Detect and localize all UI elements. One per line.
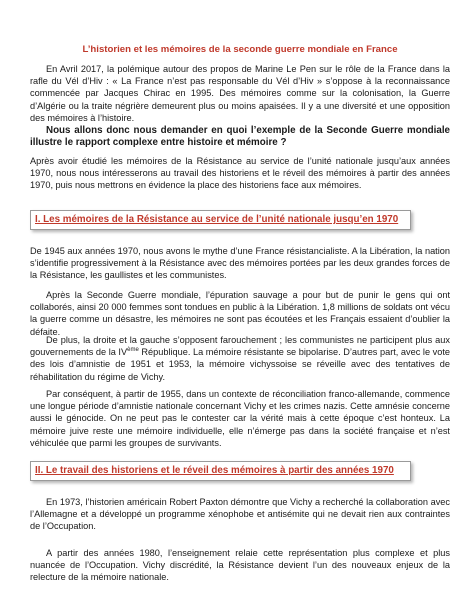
problem-question: Nous allons donc nous demander en quoi l’exemple de la Seconde Guerre mondiale illustre le rapport complexe entre histoire et mémoire ? — [30, 125, 450, 149]
section-1-heading-box — [30, 210, 411, 230]
section-1-paragraph-1: De 1945 aux années 1970, nous avons le mythe d’une France résistancialiste. A la Libération, la nation s’identifie progressivement à la Résistance avec des mémoires portées par les deux grandes forces de la Résistance, les gaullistes et les communistes. — [30, 246, 450, 281]
section-1-paragraph-3-end: République. La mémoire résistante se bipolarise. D’autres part, avec le vote des lois d’amnistie de 1951 et 1953, la mémoire vichyssoise se réveille avec des tentatives de réhabilitation du régime de Vichy. — [30, 347, 450, 382]
section-2-heading-box — [30, 461, 411, 481]
plan-paragraph: Après avoir étudié les mémoires de la Résistance au service de l’unité nationale jusqu’aux années 1970, nous nous intéresserons au travail des historiens et le réveil des mémoires à partir des années 1970, puis nous mettrons en évidence la place des historiens face aux mémoires. — [30, 156, 450, 191]
section-2-heading: II. Le travail des historiens et le réveil des mémoires à partir des années 1970 — [35, 465, 394, 476]
superscript-eme: ème — [127, 347, 139, 354]
section-1-paragraph-3-start: De plus, la droite et la gauche s’opposent farouchement ; les communistes ne participent plus aux gouvernements de la IV — [30, 335, 450, 358]
document-title: L’historien et les mémoires de la seconde guerre mondiale en France — [82, 44, 398, 55]
intro-paragraph: En Avril 2017, la polémique autour des propos de Marine Le Pen sur le rôle de la France dans la rafle du Vél d’Hiv : « La France n’est pas responsable du Vél d’Hiv » s’oppose à la reconnaissance commencée par Jacques Chirac en 1995. Des mémoires comme sur la colonisation, la Guerre d’Algérie ou la traite négrière demeurent plus ou moins apaisées. Il y a une diversité et une opposition des mémoires à l’histoire. — [30, 64, 450, 123]
section-1-heading: I. Les mémoires de la Résistance au service de l’unité nationale jusqu’en 1970 — [35, 214, 399, 225]
section-2-paragraph-1: En 1973, l’historien américain Robert Paxton démontre que Vichy a recherché la collaboration avec l’Allemagne et a développé un programme xénophobe et antisémite qui ne devait rien aux contraintes de l’Occupation. — [30, 497, 450, 532]
section-1-paragraph-4: Par conséquent, à partir de 1955, dans un contexte de réconciliation franco-allemande, commence une longue période d’amnistie nationale concernant Vichy et les crimes nazis. Cette amnésie concerne aussi le génocide. On ne peut pas le contester car la vérité mais à cette époque c’est honteux. La mémoire juive reste une mémoire individuelle, elle n’émerge pas dans la société française et n’est véhiculée que parmi les groupes de survivants. — [30, 389, 450, 448]
section-1-paragraph-3 — [30, 334, 450, 383]
section-2-paragraph-2: A partir des années 1980, l’enseignement relaie cette représentation plus complexe et plus nuancée de l’Occupation. Vichy discrédité, la Résistance devient l’un des nouveaux enjeux de la relecture de la mémoire nationale. — [30, 548, 450, 583]
section-1-paragraph-2: Après la Seconde Guerre mondiale, l’épuration sauvage a pour but de punir le gens qui ont collaborés, ainsi 20 000 femmes sont tondues en public à la Libération. 1,8 millions de soldats ont vécu la guerre comme un désastre, les mémoires ne sont pas écoutées et les Français essaient d’oublier la défaite. — [30, 290, 450, 337]
